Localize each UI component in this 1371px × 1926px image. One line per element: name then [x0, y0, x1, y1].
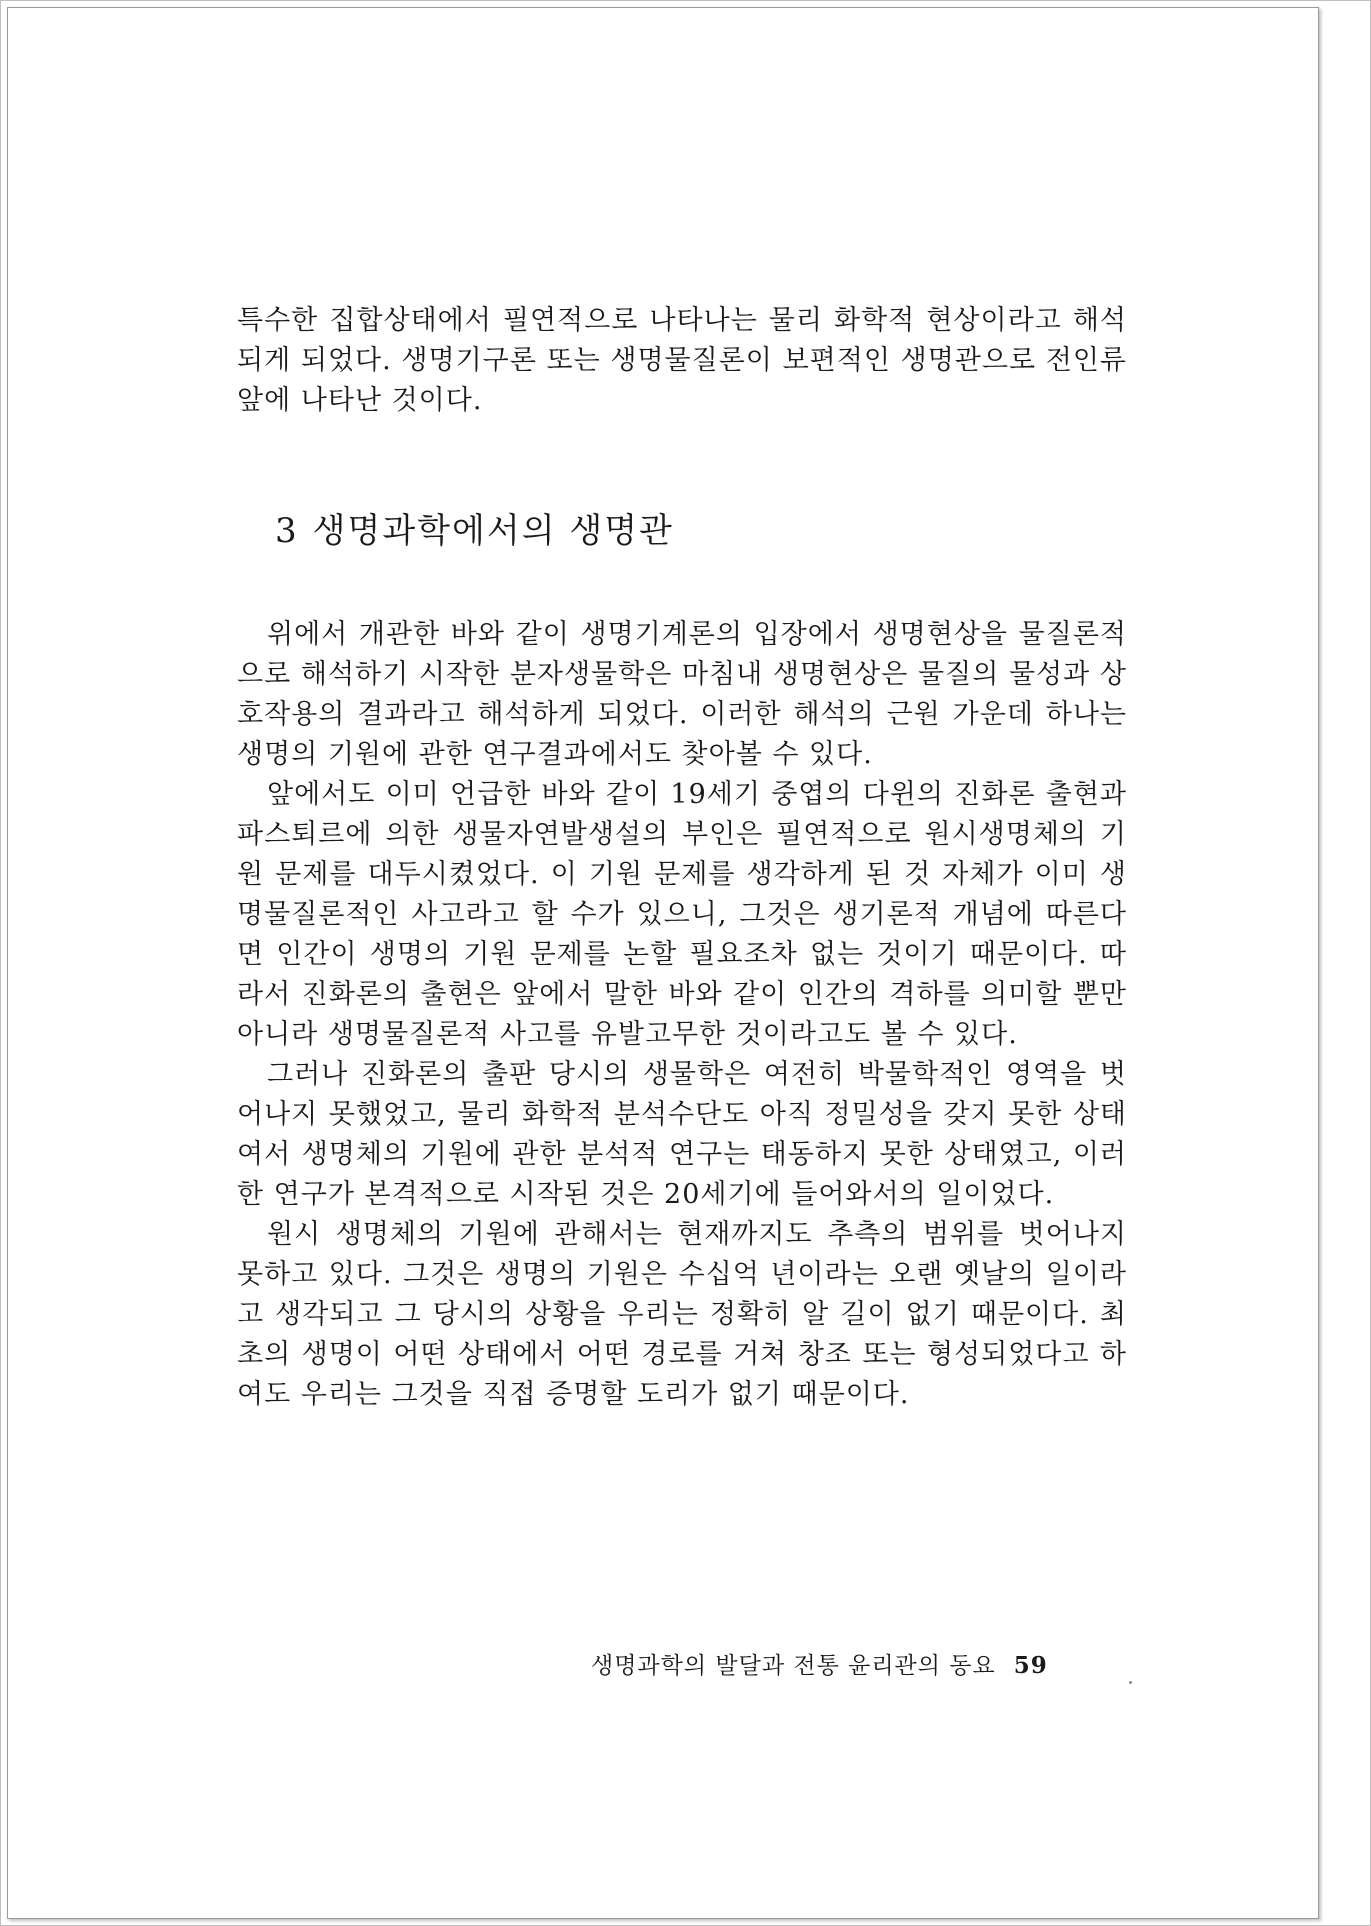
- body-paragraph-4: 원시 생명체의 기원에 관해서는 현재까지도 추측의 범위를 벗어나지 못하고 있다. 그것은 생명의 기원은 수십억 년이라는 오랜 옛날의 일이라고 생각되고 그 당시의 상황을 우리는 정확히 알 길이 없기 때문이다. 최초의 생명이 어떤 상태에서 어떤 경로를 거쳐 창조 또는 형성되었다고 하여도 우리는 그것을 직접 증명할 도리가 없기 때문이다.: [237, 1219, 1127, 1410]
- running-title: 생명과학의 발달과 전통 윤리관의 동요: [591, 1653, 996, 1679]
- body-paragraph-2: 앞에서도 이미 언급한 바와 같이 19세기 중엽의 다윈의 진화론 출현과 파스퇴르에 의한 생물자연발생설의 부인은 필연적으로 원시생명체의 기원 문제를 대두시켰었다. 이 기원 문제를 생각하게 된 것 자체가 이미 생명물질론적인 사고라고 할 수가 있으니, 그것은 생기론적 개념에 따른다면 인간이 생명의 기원 문제를 논할 필요조차 없는 것이기 때문이다. 따라서 진화론의 출현은 앞에서 말한 바와 같이 인간의 격하를 의미할 뿐만 아니라 생명물질론적 사고를 유발고무한 것이라고도 볼 수 있다.: [237, 779, 1127, 1050]
- intro-paragraph: 특수한 집합상태에서 필연적으로 나타나는 물리 화학적 현상이라고 해석되게 되었다. 생명기구론 또는 생명물질론이 보편적인 생명관으로 전인류 앞에 나타난 것이다.: [237, 305, 1127, 416]
- scan-speck: [1129, 1681, 1132, 1684]
- section-number: 3: [275, 511, 299, 551]
- page-number: 59: [1013, 1652, 1048, 1679]
- page-footer: [591, 1647, 1101, 1680]
- page-body: [237, 301, 1127, 1415]
- section-heading: [275, 509, 1127, 553]
- body-paragraph-1: 위에서 개관한 바와 같이 생명기계론의 입장에서 생명현상을 물질론적으로 해석하기 시작한 분자생물학은 마침내 생명현상은 물질의 물성과 상호작용의 결과라고 해석하게 되었다. 이러한 해석의 근원 가운데 하나는 생명의 기원에 관한 연구결과에서도 찾아볼 수 있다.: [237, 619, 1127, 770]
- body-paragraph-3: 그러나 진화론의 출판 당시의 생물학은 여전히 박물학적인 영역을 벗어나지 못했었고, 물리 화학적 분석수단도 아직 정밀성을 갖지 못한 상태여서 생명체의 기원에 관한 분석적 연구는 태동하지 못한 상태였고, 이러한 연구가 본격적으로 시작된 것은 20세기에 들어와서의 일이었다.: [237, 1059, 1127, 1210]
- section-title: 생명과학에서의 생명관: [312, 511, 674, 551]
